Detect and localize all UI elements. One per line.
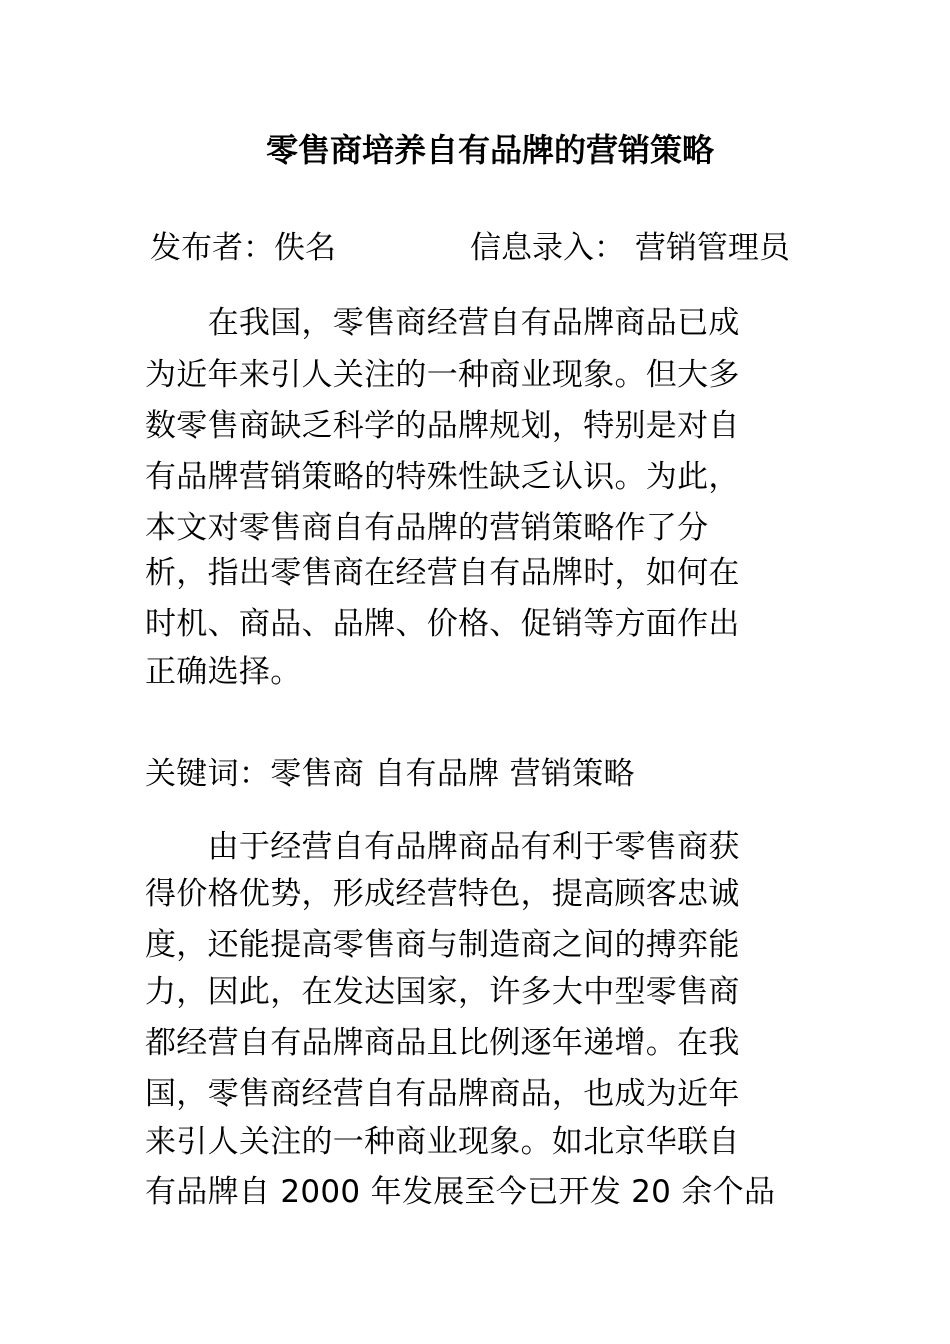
document-title: 零售商培养自有品牌的营销策略 [265,131,714,169]
abstract-line: 数零售商缺乏科学的品牌规划，特别是对自 [145,408,740,444]
publisher-info: 发布者：佚名 [150,230,336,266]
abstract-line: 本文对零售商自有品牌的营销策略作了分 [145,510,709,546]
body-line: 度，还能提高零售商与制造商之间的搏弈能 [145,927,740,963]
body-line: 国，零售商经营自有品牌商品，也成为近年 [145,1076,740,1112]
body-line: 都经营自有品牌商品且比例逐年递增。在我 [145,1025,740,1061]
body-line: 来引人关注的一种商业现象。如北京华联自 [145,1124,740,1160]
abstract-line: 为近年来引人关注的一种商业现象。但大多 [145,357,740,393]
abstract-line: 有品牌营销策略的特殊性缺乏认识。为此， [145,459,740,495]
abstract-line: 正确选择。 [145,654,302,690]
body-line: 得价格优势，形成经营特色，提高顾客忠诚 [145,876,740,912]
keywords-line: 关键词：零售商 自有品牌 营销策略 [145,756,635,792]
abstract-line: 在我国，零售商经营自有品牌商品已成 [145,305,740,341]
body-line: 由于经营自有品牌商品有利于零售商获 [145,829,740,865]
abstract-line: 析，指出零售商在经营自有品牌时，如何在 [145,555,740,591]
body-line: 力，因此，在发达国家，许多大中型零售商 [145,974,740,1010]
abstract-line: 时机、商品、品牌、价格、促销等方面作出 [145,606,740,642]
body-line: 有品牌自 2000 年发展至今已开发 20 余个品 [145,1174,776,1210]
entry-info: 信息录入： 营销管理员 [470,230,790,266]
